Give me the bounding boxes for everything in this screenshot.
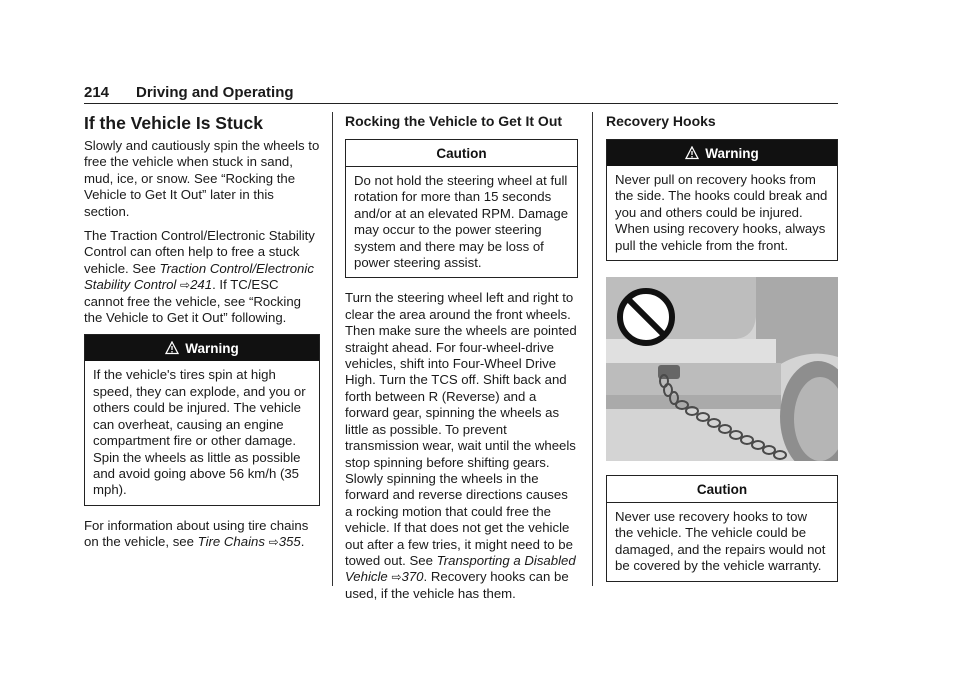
column-3 xyxy=(606,112,838,594)
section-heading: If the Vehicle Is Stuck xyxy=(84,113,263,133)
caution-header: Caution xyxy=(346,140,577,167)
page-reference-arrow-icon: ⇨ xyxy=(180,278,191,293)
page-reference[interactable]: 241 xyxy=(190,277,213,293)
warning-label: Warning xyxy=(185,340,239,356)
page-reference-arrow-icon: ⇨ xyxy=(268,535,279,550)
paragraph: For information about using tire chains on the vehicle, see Tire Chains ⇨355. xyxy=(84,517,309,550)
recovery-hook-illustration xyxy=(606,277,838,461)
prohibited-sign-icon xyxy=(620,291,672,343)
page-header xyxy=(84,84,838,104)
warning-text: If the vehicle's tires spin at high speed, they can explode, and you or others could be injured. The vehicle can overheat, causing an engine compartment fire or other damage. Spin the wheels as little as possible and avoid going above 56 km/h (35 mph). xyxy=(93,367,306,498)
page-reference[interactable]: 370 xyxy=(401,569,424,585)
warning-box xyxy=(606,139,838,261)
cross-reference-link[interactable]: Tire Chains xyxy=(197,534,265,550)
section-heading: Rocking the Vehicle to Get It Out xyxy=(345,113,563,129)
column-1 xyxy=(84,112,320,559)
paragraph: Turn the steering wheel left and right to clear the area around the front wheels. Then make sure the wheels are pointed straight ahead. For four-wheel-drive vehicles, shift into Four-Wheel Drive High. Turn the TCS off. Shift back and forth between R (Reverse) and a forward gear, spinning the wheels as little as possible. To prevent transmission wear, wait until the wheels stop spinning before shifting gears. Slowly spinning the wheels in the forward and reverse directions causes a rocking motion that could free the vehicle. If that does not get the vehicle out after a few tries, it might need to be towed out. See Transporting a Disabled Vehicle ⇨370. Recovery hooks can be used, if the vehicle has them. xyxy=(345,290,577,601)
caution-header: Caution xyxy=(607,476,837,503)
page-reference-arrow-icon: ⇨ xyxy=(391,570,402,585)
warning-triangle-icon xyxy=(165,341,179,355)
warning-box xyxy=(84,334,320,505)
caution-text: Do not hold the steering wheel at full rotation for more than 15 seconds and/or at an elevated RPM. Damage may occur to the power steering system and there may be loss of power steering assist. xyxy=(354,173,569,271)
page-number: 214 xyxy=(84,84,110,101)
paragraph: The Traction Control/Electronic Stability Control can often help to free a stuck vehicle. See Traction Control/Electronic Stability Control ⇨241. If TC/ESC cannot free the vehicle, see “Rocking the Vehicle to Get it Out” following. xyxy=(84,228,315,326)
paragraph: Slowly and cautiously spin the wheels to free the vehicle when stuck in sand, mud, ice, or snow. See “Rocking the Vehicle to Get It Out” later in this section. xyxy=(84,138,320,219)
bumper-chain-photo xyxy=(606,277,838,461)
cross-reference-link[interactable]: Transporting a Disabled Vehicle xyxy=(345,552,576,585)
column-divider xyxy=(592,112,593,586)
caution-box xyxy=(345,139,578,278)
section-heading: Recovery Hooks xyxy=(606,113,716,129)
section-title: Driving and Operating xyxy=(136,84,294,101)
warning-label: Warning xyxy=(705,145,759,161)
warning-header xyxy=(85,335,319,361)
column-2 xyxy=(345,112,578,610)
caution-text: Never use recovery hooks to tow the vehicle. The vehicle could be damaged, and the repairs would not be covered by the vehicle warranty. xyxy=(615,509,826,574)
warning-text: Never pull on recovery hooks from the side. The hooks could break and you and others could be injured. When using recovery hooks, always pull the vehicle from the front. xyxy=(615,172,828,253)
warning-triangle-icon xyxy=(685,146,699,160)
page-reference[interactable]: 355 xyxy=(278,534,301,550)
column-divider xyxy=(332,112,333,586)
cross-reference-link[interactable]: Traction Control/Electronic Stability Control xyxy=(84,260,314,293)
header-rule xyxy=(84,103,838,104)
warning-header xyxy=(607,140,837,166)
caution-box xyxy=(606,475,838,582)
